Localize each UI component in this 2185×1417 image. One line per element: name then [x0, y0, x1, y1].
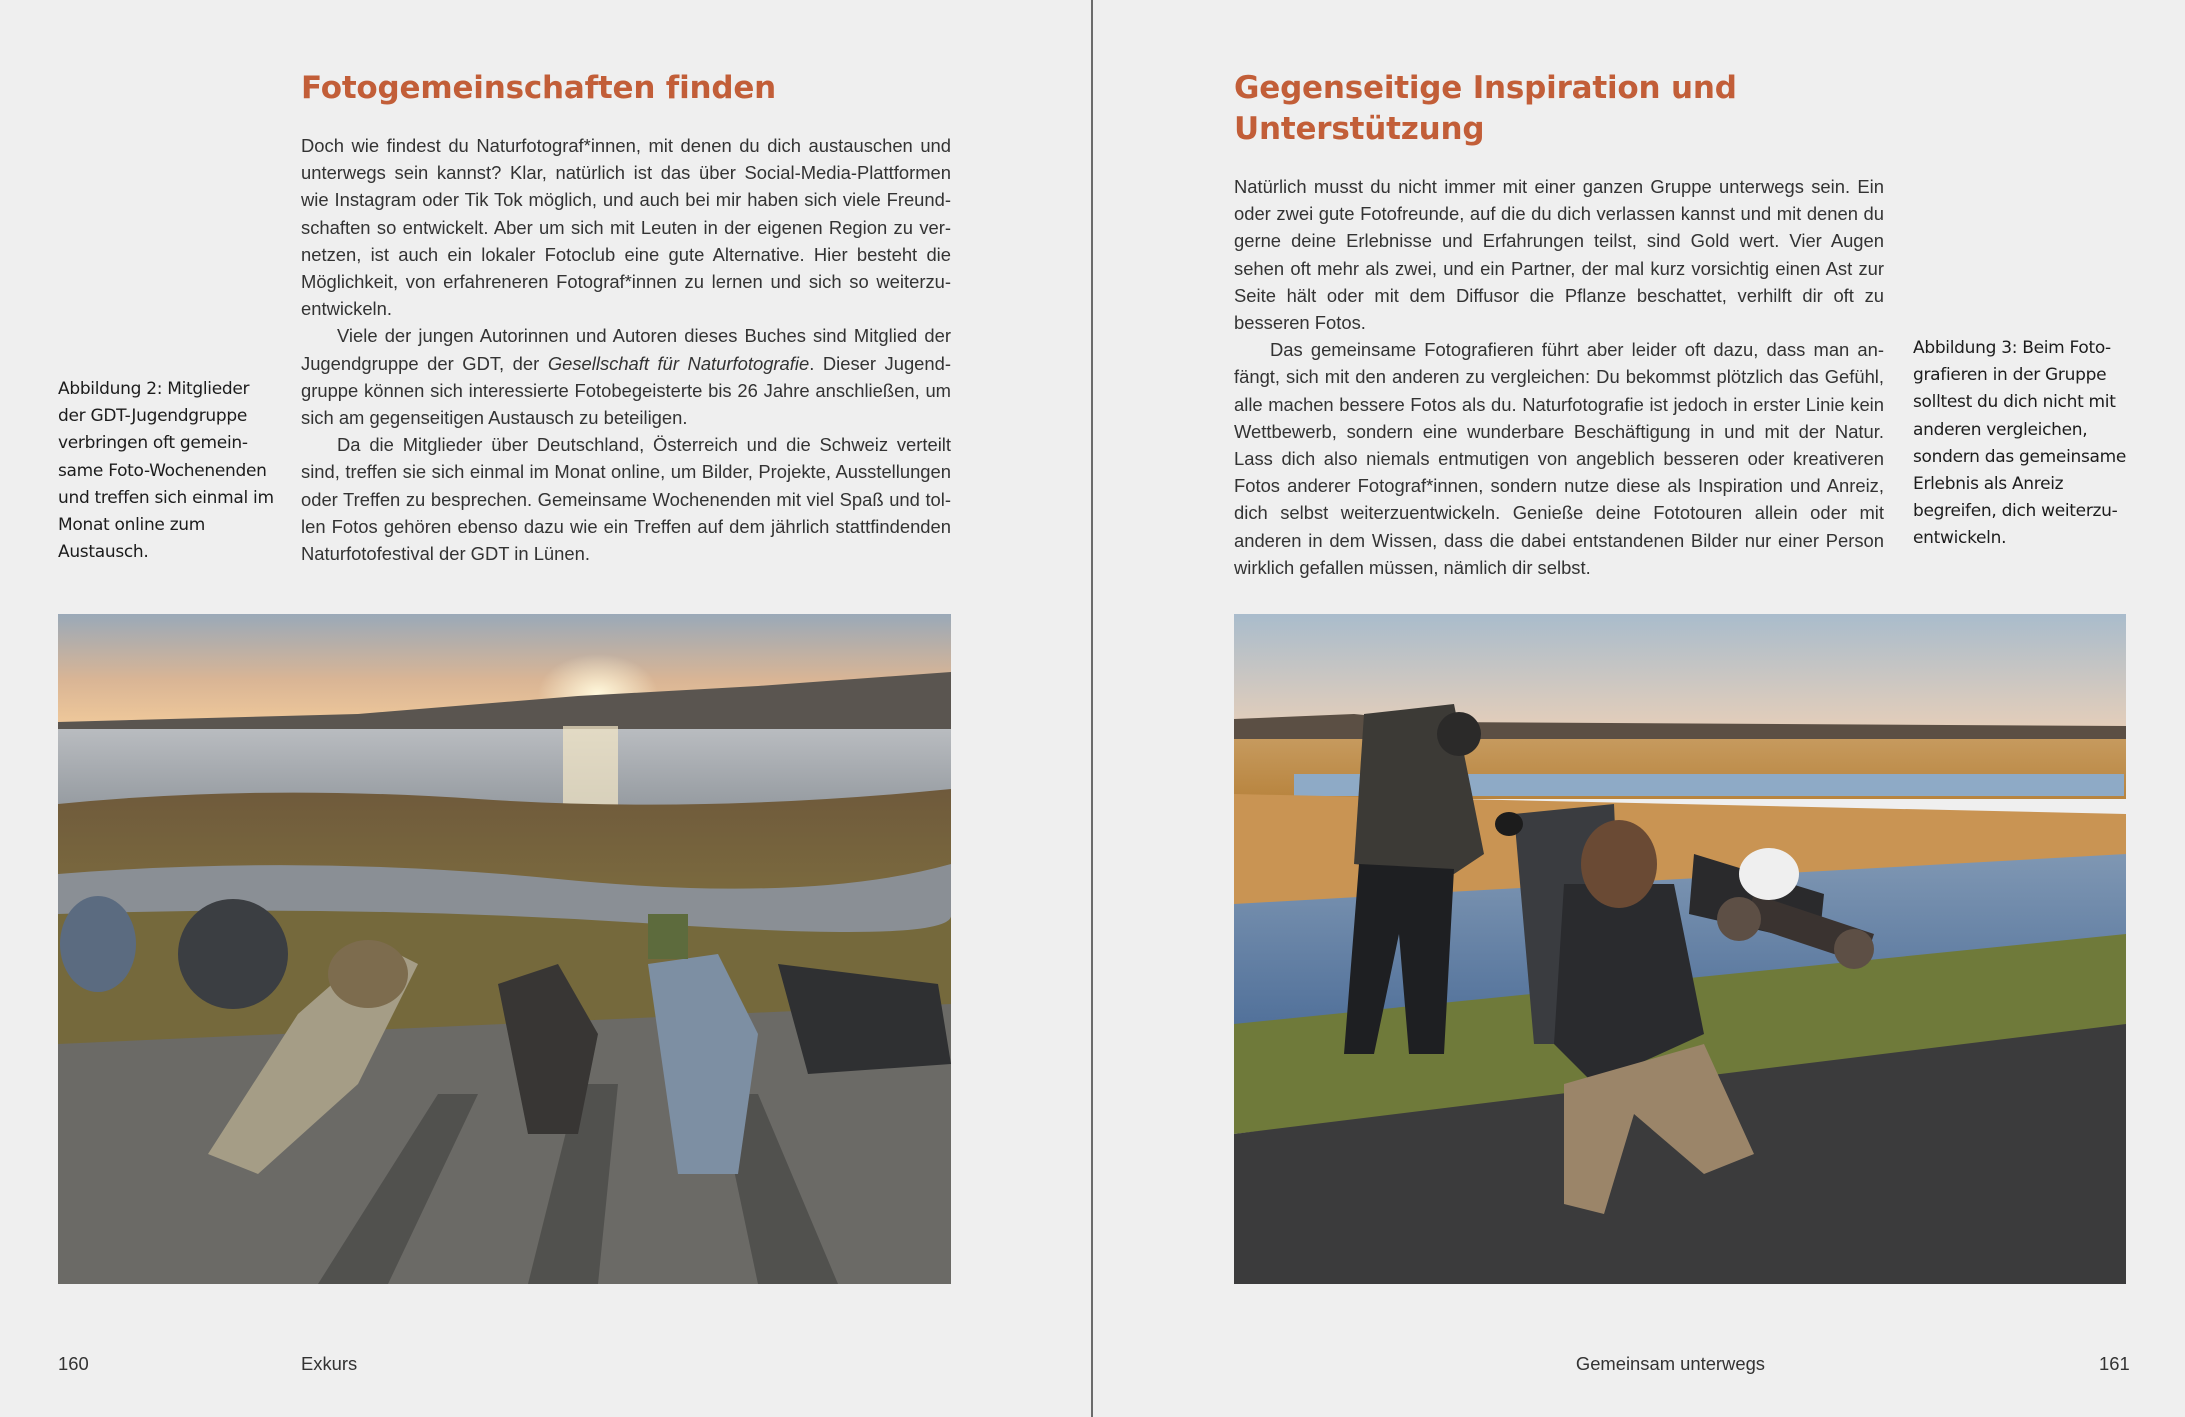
right-paragraph-2: Das gemeinsame Fotografieren führt aber leider oft dazu, dass man anfängt, sich mit den anderen zu vergleichen: Du bekommst plötzlich das Gefühl, alle machen bessere Fotos als du. Naturfotografie ist jedoch in erster Linie kein Wettbewerb, sondern eine wunderbare Beschäftigung in und mit der Natur. Lass dich also niemals entmutigen von angeblich besseren oder kreativeren Fotos anderer Fotograf*innen, sondern nutze diese als Inspiration und Anreiz, dich selbst weiterzuentwickeln. Genieße deine Fototouren allein oder mit anderen in dem Wissen, dass die dabei entstandenen Bilder nur einer Person wirklich gefallen müssen, nämlich dir selbst.: [1234, 339, 1884, 578]
figure-3-photo-standing-photographers: [1234, 614, 2126, 1284]
left-body-text: [301, 132, 951, 567]
italic-society-name: Gesellschaft für Naturfotografie: [547, 352, 810, 374]
right-page-title: Gegenseitige Inspiration und Unterstützung: [1234, 70, 1737, 147]
right-body-text: [1234, 173, 1884, 581]
left-paragraph-1: Doch wie findest du Naturfotograf*innen, mit denen du dich austauschen und unterwegs sein kannst? Klar, natürlich ist das über Social-Media-Plattformen wie Instagram oder Tik Tok möglich, und auch bei mir haben sich viele Freundschaften so entwickelt. Aber um sich mit Leuten in der eigenen Region zu vernetzen, ist auch ein lokaler Fotoclub eine gute Alternative. Hier besteht die Möglichkeit, von erfahreneren Fotograf*innen zu lernen und sich so weiterzuentwickeln.: [301, 135, 951, 320]
left-paragraph-3: Da die Mitglieder über Deutschland, Österreich und die Schweiz verteilt sind, treffen sie sich einmal im Monat online, um Bilder, Projekte, Ausstellungen oder Treffen zu besprechen. Gemeinsame Wochenenden mit viel Spaß und tollen Fotos gehören ebenso dazu wie ein Treffen auf dem jährlich stattfindenden Naturfotofestival der GDT in Lünen.: [301, 434, 951, 565]
right-page: [1093, 0, 2185, 1417]
left-paragraph-2: Viele der jungen Autorinnen und Autoren dieses Buches sind Mitglied der Jugendgruppe der GDT, der Gesellschaft für Naturfotografie. Dieser Jugendgruppe können sich interessierte Fotobegeisterte bis 26 Jahre anschließen, um sich am gegenseitigen Austausch zu beteiligen.: [301, 325, 951, 429]
right-page-number: 161: [2099, 1353, 2130, 1374]
right-paragraph-1: Natürlich musst du nicht immer mit einer ganzen Gruppe unterwegs sein. Ein oder zwei gute Fotofreunde, auf die du dich verlassen kannst und mit denen du gerne deine Erlebnisse und Erfahrungen teilst, sind Gold wert. Vier Augen sehen oft mehr als zwei, und ein Partner, der mal kurz vorsichtig einen Ast zur Seite hält oder mit dem Diffusor die Pflanze beschattet, verhilft dir oft zu besseren Fotos.: [1234, 176, 1884, 334]
left-page-title: Fotogemeinschaften finden: [301, 70, 777, 106]
figure-3-caption: Abbildung 3: Beim Fotografieren in der Gruppe solltest du dich nicht mit anderen vergleichen, sondern das gemeinsame Erlebnis als Anreiz begreifen, dich weiterzuentwickeln.: [1913, 338, 2127, 549]
figure-2-caption: Abbildung 2: Mitglieder der GDT-Jugendgruppe verbringen oft gemeinsame Foto-Wochenenden und treffen sich einmal im Monat online zum Austausch.: [58, 379, 274, 563]
left-page-number: 160: [58, 1353, 89, 1374]
left-running-head: Exkurs: [301, 1353, 358, 1374]
right-running-head: Gemeinsam unterwegs: [1575, 1353, 1765, 1374]
figure-2-photo-lying-photographers: [58, 614, 951, 1284]
left-page: [0, 0, 1092, 1417]
